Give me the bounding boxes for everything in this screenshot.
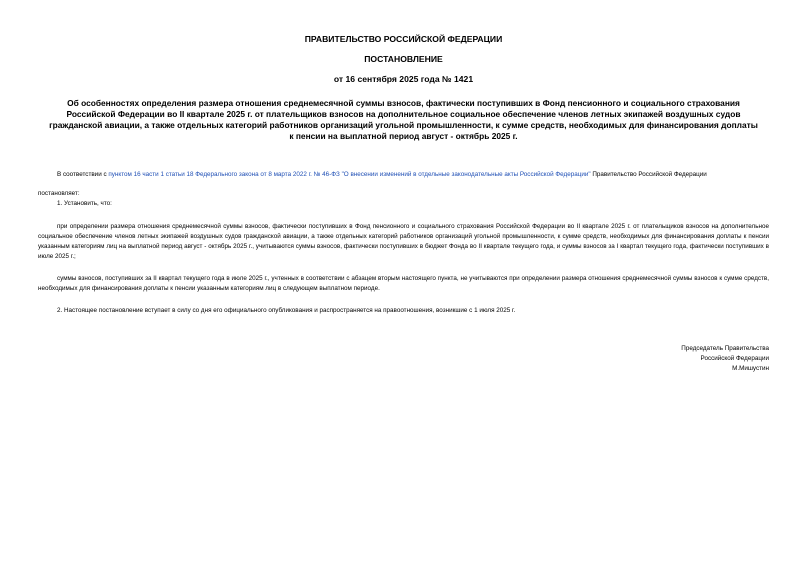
document-date-number: от 16 сентября 2025 года № 1421 <box>333 74 474 84</box>
item-1-paragraph: 1. Установить, что: <box>57 200 112 207</box>
document-page <box>38 34 769 374</box>
intro-prefix: В соответствии с <box>57 171 109 178</box>
intro-paragraph <box>38 170 769 180</box>
government-header: ПРАВИТЕЛЬСТВО РОССИЙСКОЙ ФЕДЕРАЦИИ <box>304 34 503 44</box>
intro-suffix: Правительство Российской Федерации <box>590 171 707 178</box>
federal-law-link[interactable]: пунктом 16 части 1 статьи 18 Федерального закона от 8 марта 2022 г. № 46-ФЗ "О внесении изменений в отдельные законодательные акты Российской Федерации" <box>108 171 591 178</box>
item-2-paragraph: 2. Настоящее постановление вступает в силу со дня его официального опубликования и распространяется на правоотношения, возникшие с 1 июля 2025 г. <box>57 307 516 314</box>
document-title: Об особенностях определения размера отношения среднемесячной суммы взносов, фактически поступивших в Фонд пенсионного и социального страхования Российской Федерации во II квартале 2025 г. от плательщиков взносов на дополнительное социальное обеспечение членов летных экипажей воздушных судов гражданской авиации, а также отдельных категорий работников организаций угольной промышленности, к сумме средств, необходимых для финансирования доплаты к пенсии на выплатной период август - октябрь 2025 г. <box>49 98 758 141</box>
item-1-subparagraph-2: суммы взносов, поступивших за II квартал текущего года в июле 2025 г., учтенных в соответствии с абзацем вторым настоящего пункта, не учитываются при определении размера отношения среднемесячной суммы взносов к сумме средств, необходимых для финансирования доплаты к пенсии указанным категориям лиц в следующем выплатном периоде. <box>38 275 769 292</box>
document-type: ПОСТАНОВЛЕНИЕ <box>364 54 443 64</box>
signature-organization: Российской Федерации <box>700 355 769 362</box>
resolves-paragraph: постановляет: <box>38 190 80 197</box>
signature-position: Председатель Правительства <box>681 345 769 352</box>
item-1-subparagraph-1: при определении размера отношения среднемесячной суммы взносов, фактически поступивших в Фонд пенсионного и социального страхования Российской Федерации во II квартале 2025 г. от плательщиков взносов на дополнительное социальное обеспечение членов летных экипажей воздушных судов гражданской авиации, а также отдельных категорий работников организаций угольной промышленности, к сумме средств, необходимых для финансирования доплаты к пенсии указанным категориям лиц на выплатной период август - октябрь 2025 г., учитываются суммы взносов, фактически поступивших в бюджет Фонда во II квартале текущего года, и суммы взносов за I квартал текущего года, фактически поступивших в июле 2025 г.; <box>38 223 769 260</box>
signature-block <box>38 344 769 374</box>
signature-name: М.Мишустин <box>732 365 769 372</box>
